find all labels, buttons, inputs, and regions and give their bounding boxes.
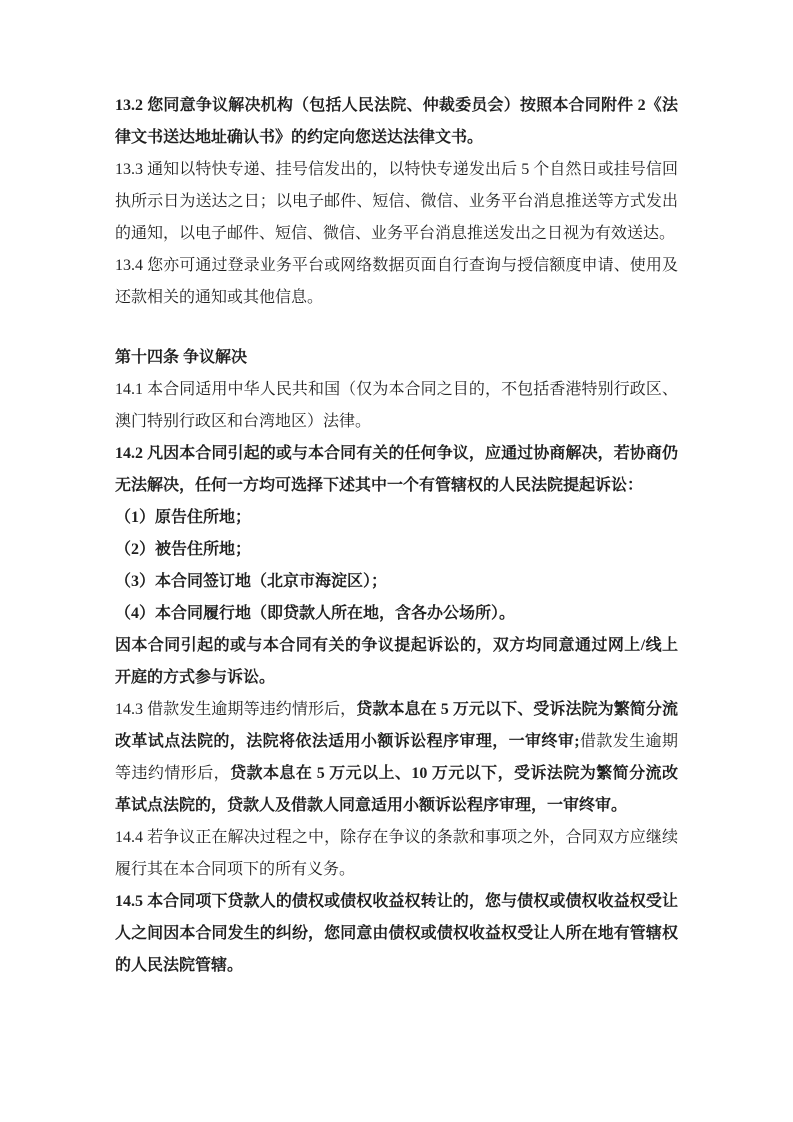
clause-13-3: 13.3 通知以特快专递、挂号信发出的，以特快专递发出后 5 个自然日或挂号信回执所示日为送达之日；以电子邮件、短信、微信、业务平台消息推送等方式发出的通知，以电子邮件、短信、微信、业务平台消息推送发出之日视为有效送达。 — [115, 161, 678, 242]
clause-13-2: 13.2 您同意争议解决机构（包括人民法院、仲裁委员会）按照本合同附件 2《法律文书送达地址确认书》的约定向您送达法律文书。 — [115, 97, 678, 146]
clause-14-2: 14.2 凡因本合同引起的或与本合同有关的任何争议，应通过协商解决，若协商仍无法解决，任何一方均可选择下述其中一个有管辖权的人民法院提起诉讼： — [115, 445, 678, 494]
clause-14-3-run-4: 贷款本息在 5 万元以上、10 万元以下，受诉法院为繁简分流改革试点法院的，贷款人及借款人同意适用小额诉讼程序审理，一审终审。 — [115, 765, 678, 814]
clause-14-2-item-1: （1）原告住所地； — [115, 509, 252, 526]
clause-14-2-item-3: （3）本合同签订地（北京市海淀区）； — [115, 573, 388, 590]
clause-14-2-tail: 因本合同引起的或与本合同有关的争议提起诉讼的，双方均同意通过网上/线上开庭的方式参与诉讼。 — [115, 637, 678, 686]
clause-14-3-run-2: 贷款本息在 5 万元以下、受诉法院为繁简分流改革试点法院的，法院将依法适用小额诉讼程序审理，一审终审; — [115, 701, 678, 750]
article-14-heading: 第十四条 争议解决 — [115, 349, 248, 366]
clause-14-3-run-1: 14.3 借款发生逾期等违约情形后， — [115, 701, 357, 718]
clause-14-5: 14.5 本合同项下贷款人的债权或债权收益权转让的，您与债权或债权收益权受让人之间因本合同发生的纠纷，您同意由债权或债权收益权受让人所在地有管辖权的人民法院管辖。 — [115, 893, 678, 974]
contract-body — [115, 90, 678, 982]
clause-14-4: 14.4 若争议正在解决过程之中，除存在争议的条款和事项之外，合同双方应继续履行其在本合同项下的所有义务。 — [115, 829, 678, 878]
clause-13-4: 13.4 您亦可通过登录业务平台或网络数据页面自行查询与授信额度申请、使用及还款相关的通知或其他信息。 — [115, 257, 678, 306]
clause-14-2-item-2: （2）被告住所地； — [115, 541, 252, 558]
clause-14-3-run-3: 借款发生逾期等违约情形后， — [115, 733, 678, 782]
clause-14-2-item-4: （4）本合同履行地（即贷款人所在地，含各办公场所）。 — [115, 605, 516, 622]
clause-14-1: 14.1 本合同适用中华人民共和国（仅为本合同之目的，不包括香港特别行政区、澳门特别行政区和台湾地区）法律。 — [115, 381, 678, 430]
clause-14-3 — [115, 694, 678, 822]
